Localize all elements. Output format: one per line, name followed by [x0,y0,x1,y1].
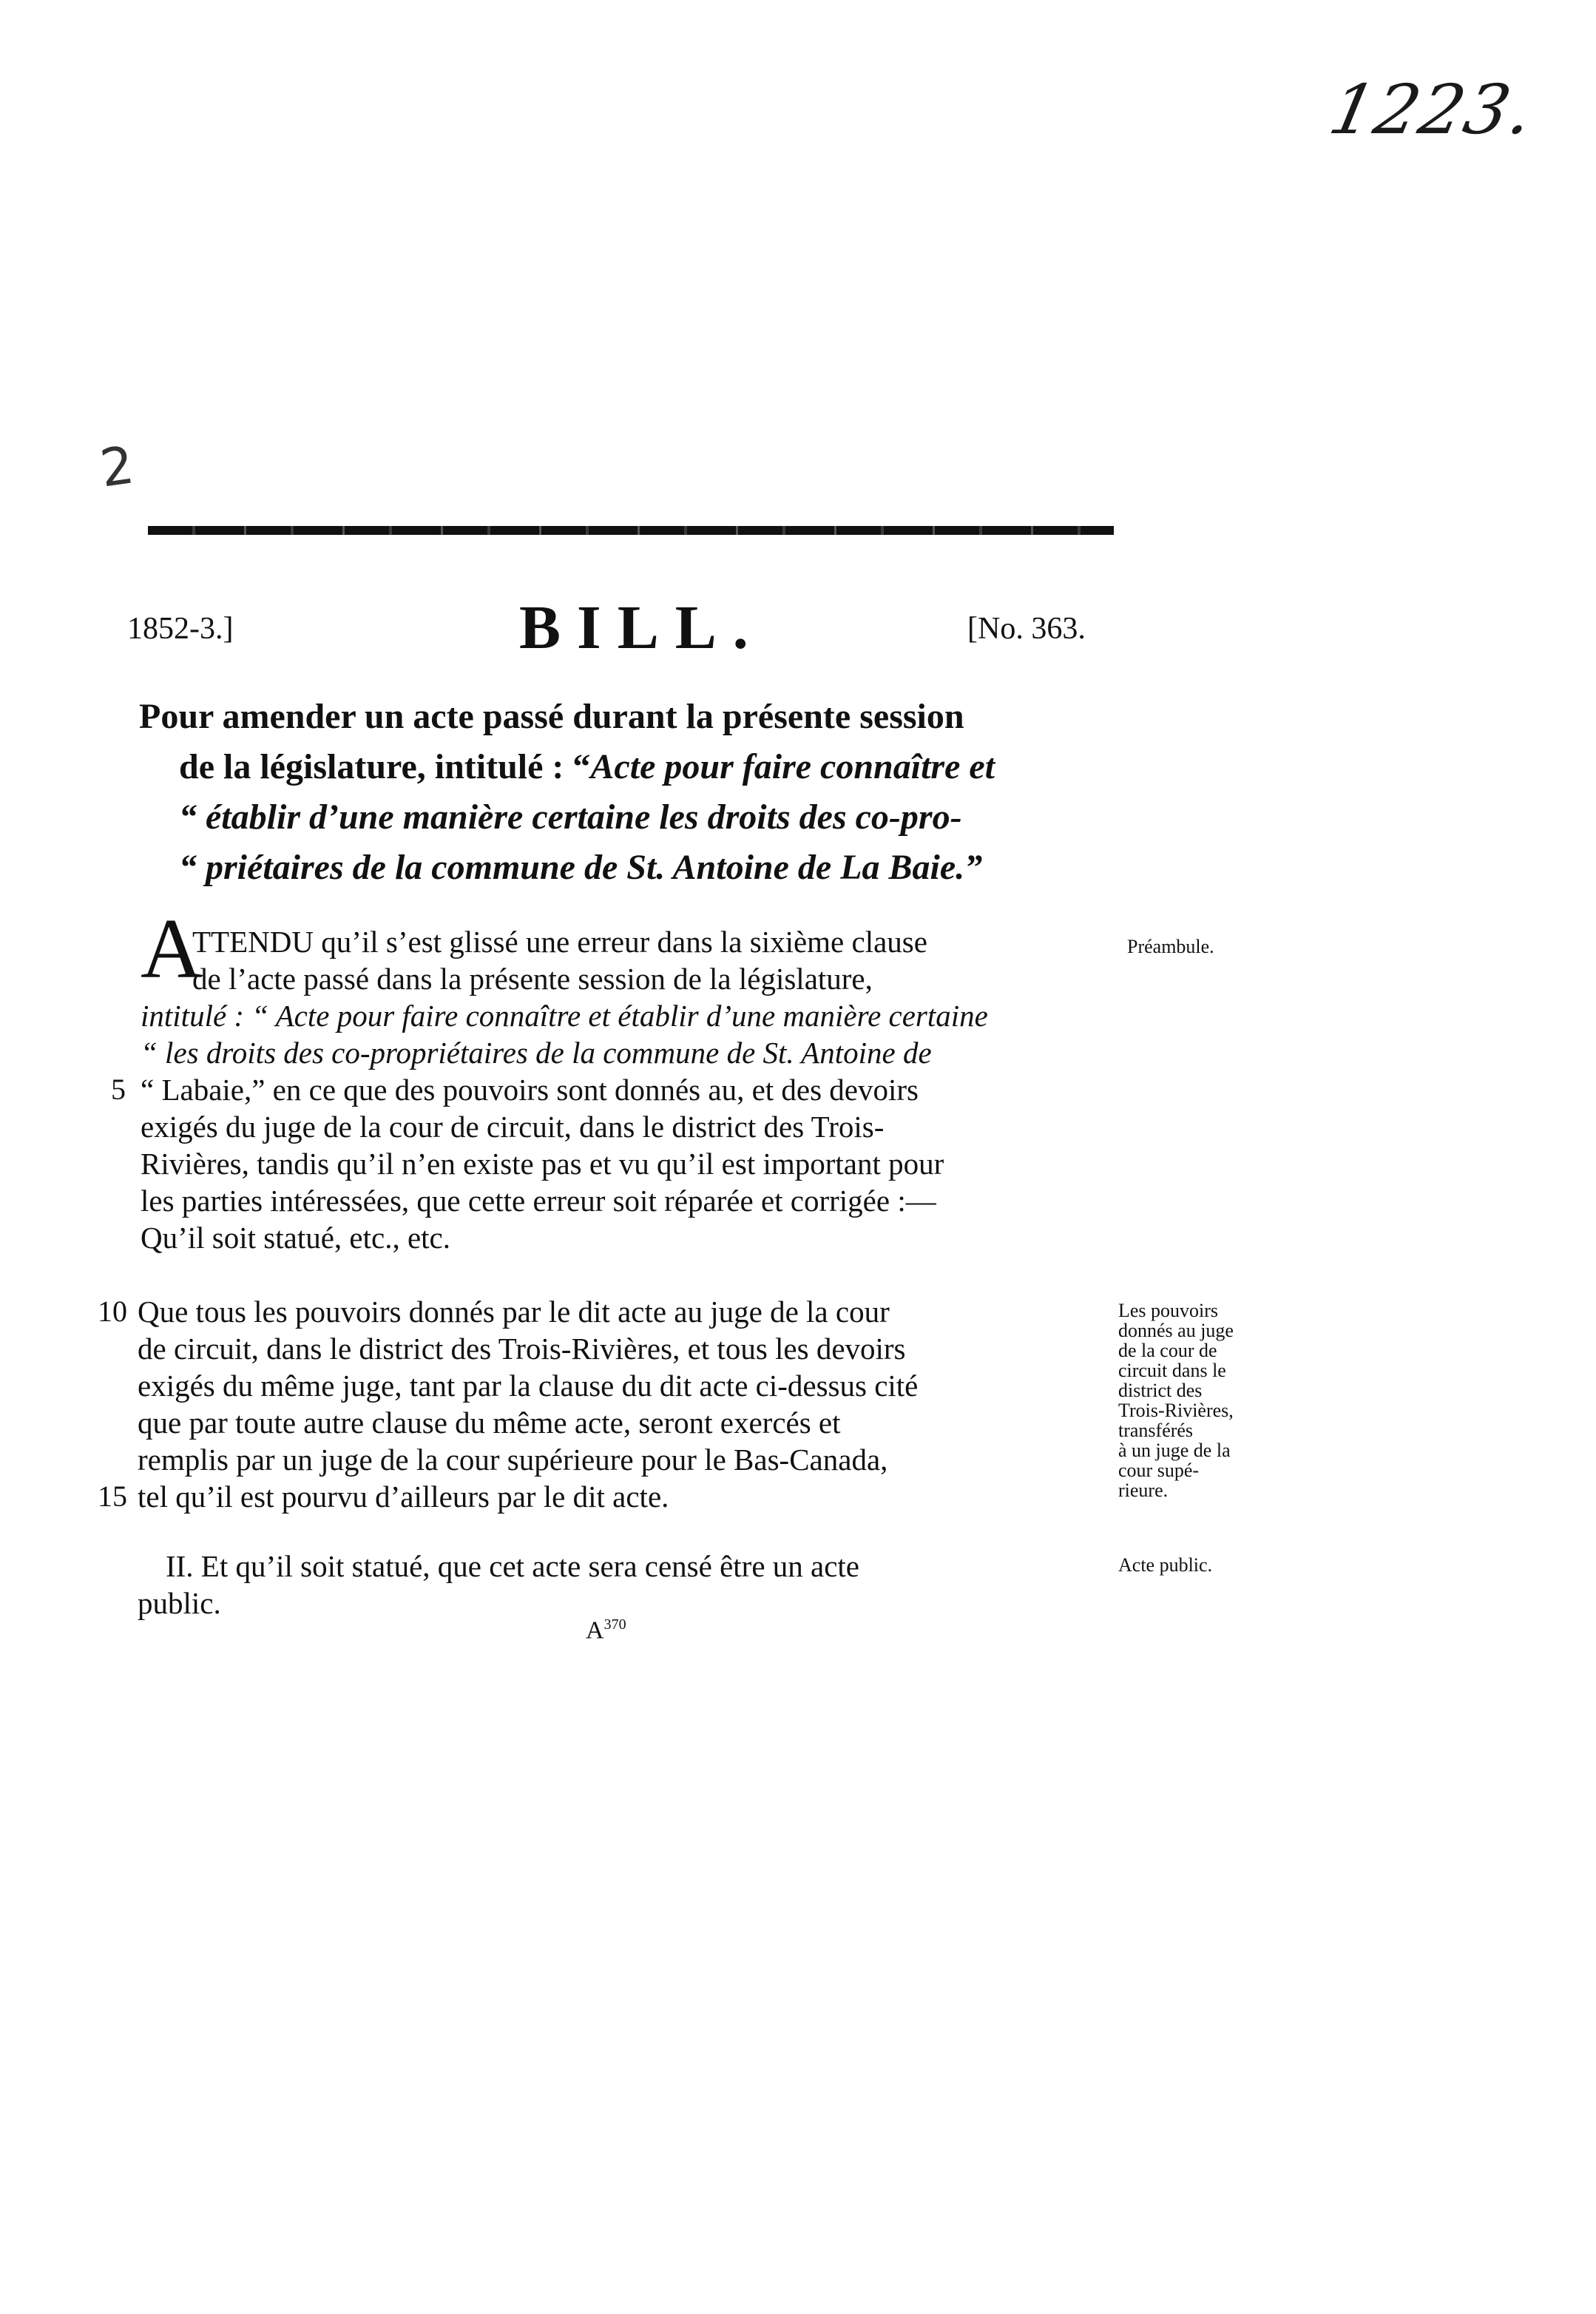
clause1-line-1: Que tous les pouvoirs donnés par le dit acte au juge de la cour [138,1295,890,1329]
handwritten-page-number: 1223. [1322,70,1542,149]
session-year: 1852-3.] [127,612,234,646]
side-note-clause2: Acte public. [1118,1554,1213,1576]
clause1-line-6: tel qu’il est pourvu d’ailleurs par le dit acte. [138,1480,669,1514]
clause2-line-1: II. Et qu’il soit statué, que cet acte sera censé être un acte [166,1549,859,1583]
bill-heading: BILL. [519,593,765,662]
header-rule [148,526,1114,535]
title-line-2-plain: de la législature, intitulé : “ [179,747,591,786]
preamble-line-8: les parties intéressées, que cette erreur soit réparée et corrigée :— [141,1184,936,1218]
title-line-3: “ établir d’une manière certaine les droits des co-pro- [179,797,962,837]
preamble-line-5: “ Labaie,” en ce que des pouvoirs sont donnés au, et des devoirs [141,1073,919,1107]
preamble-line-4: “ les droits des co-propriétaires de la commune de St. Antoine de [141,1036,932,1070]
drop-cap: A [141,902,203,996]
line-number-15: 15 [98,1480,127,1513]
preamble-line-7: Rivières, tandis qu’il n’en existe pas et vu qu’il est important pour [141,1147,944,1181]
title-line-2-italic: Acte pour faire connaître et [590,747,995,786]
preamble-line-2: de l’acte passé dans la présente session de la législature, [192,962,873,996]
preamble-line-1: TTENDU qu’il s’est glissé une erreur dans la sixième clause [192,925,927,959]
title-line-1: Pour amender un acte passé durant la présente session [139,697,964,736]
clause1-line-4: que par toute autre clause du même acte, seront exercés et [138,1406,841,1440]
pencil-mark: 2 [96,434,138,499]
clause2-line-2: public. [138,1586,221,1620]
line-number-5: 5 [111,1073,126,1106]
clause1-line-3: exigés du même juge, tant par la clause du dit acte ci-dessus cité [138,1369,919,1403]
signature-letter: A [586,1616,604,1645]
printer-signature-mark [586,1616,626,1645]
line-number-10: 10 [98,1295,127,1328]
preamble-line-3: intitulé : “ Acte pour faire connaître et établir d’une manière certaine [141,999,988,1033]
side-note-preamble: Préambule. [1127,936,1214,957]
preamble-line-6: exigés du juge de la cour de circuit, dans le district des Trois- [141,1110,885,1144]
clause1-line-2: de circuit, dans le district des Trois-Rivières, et tous les devoirs [138,1332,906,1366]
clause1-line-5: remplis par un juge de la cour supérieure pour le Bas-Canada, [138,1443,888,1477]
preamble-line-9: Qu’il soit statué, etc., etc. [141,1221,450,1255]
title-line-2 [179,742,995,792]
title-line-4: “ priétaires de la commune de St. Antoine de La Baie.” [179,848,983,887]
signature-number: 370 [603,1616,626,1633]
side-note-clause1: Les pouvoirs donnés au juge de la cour de circuit dans le district des Trois-Rivières, transférés à un juge de la cour supé- rieure. [1118,1300,1234,1501]
bill-number: [No. 363. [967,612,1086,646]
